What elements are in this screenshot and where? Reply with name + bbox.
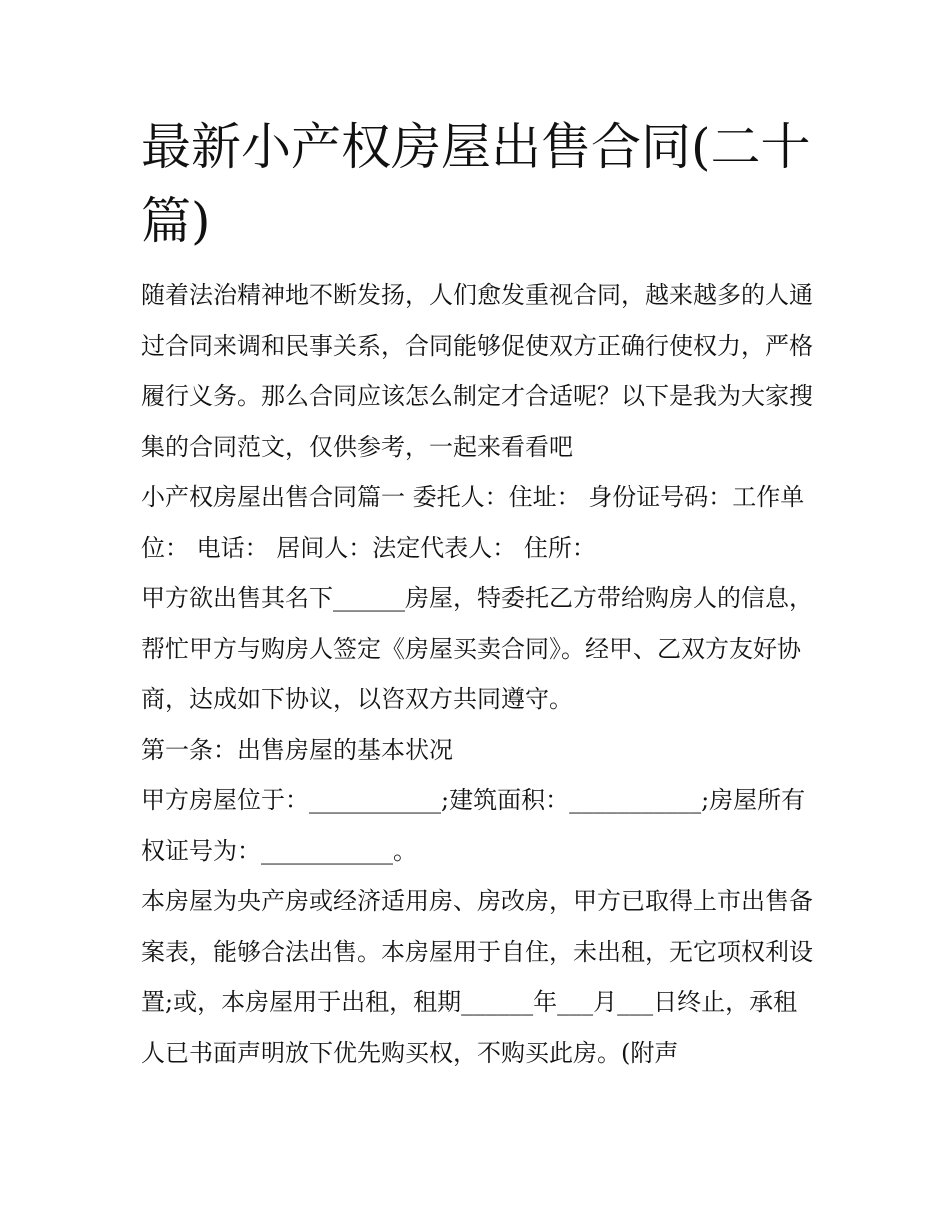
document-body [141, 110, 821, 1078]
paragraph-parties: 小产权房屋出售合同篇一 委托人：住址： 身份证号码：工作单位： 电话： 居间人：法定代表人： 住所： [141, 483, 805, 562]
paragraph-commission: 甲方欲出售其名下______房屋，特委托乙方带给购房人的信息，帮忙甲方与购房人签定《房屋买卖合同》。经甲、乙双方友好协商，达成如下协议，以咨双方共同遵守。 [141, 584, 813, 713]
paragraph-property-location: 甲方房屋位于：___________;建筑面积：___________;房屋所有权证号为：___________。 [141, 786, 806, 865]
article-1-heading: 第一条：出售房屋的基本状况 [141, 735, 453, 764]
paragraph-property-status: 本房屋为央产房或经济适用房、房改房，甲方已取得上市出售备案表，能够合法出售。本房屋用于自住，未出租，无它项权利设置;或，本房屋用于出租，租期______年___月___日终止，承租人已书面声明放下优先购买权，不购买此房。(附声 [141, 887, 813, 1067]
paragraph-intro: 随着法治精神地不断发扬，人们愈发重视合同，越来越多的人通过合同来调和民事关系，合同能够促使双方正确行使权力，严格履行义务。那么合同应该怎么制定才合适呢？以下是我为大家搜集的合同范文，仅供参考，一起来看看吧 [141, 281, 813, 461]
document-title: 最新小产权房屋出售合同(二十篇) [141, 118, 811, 250]
